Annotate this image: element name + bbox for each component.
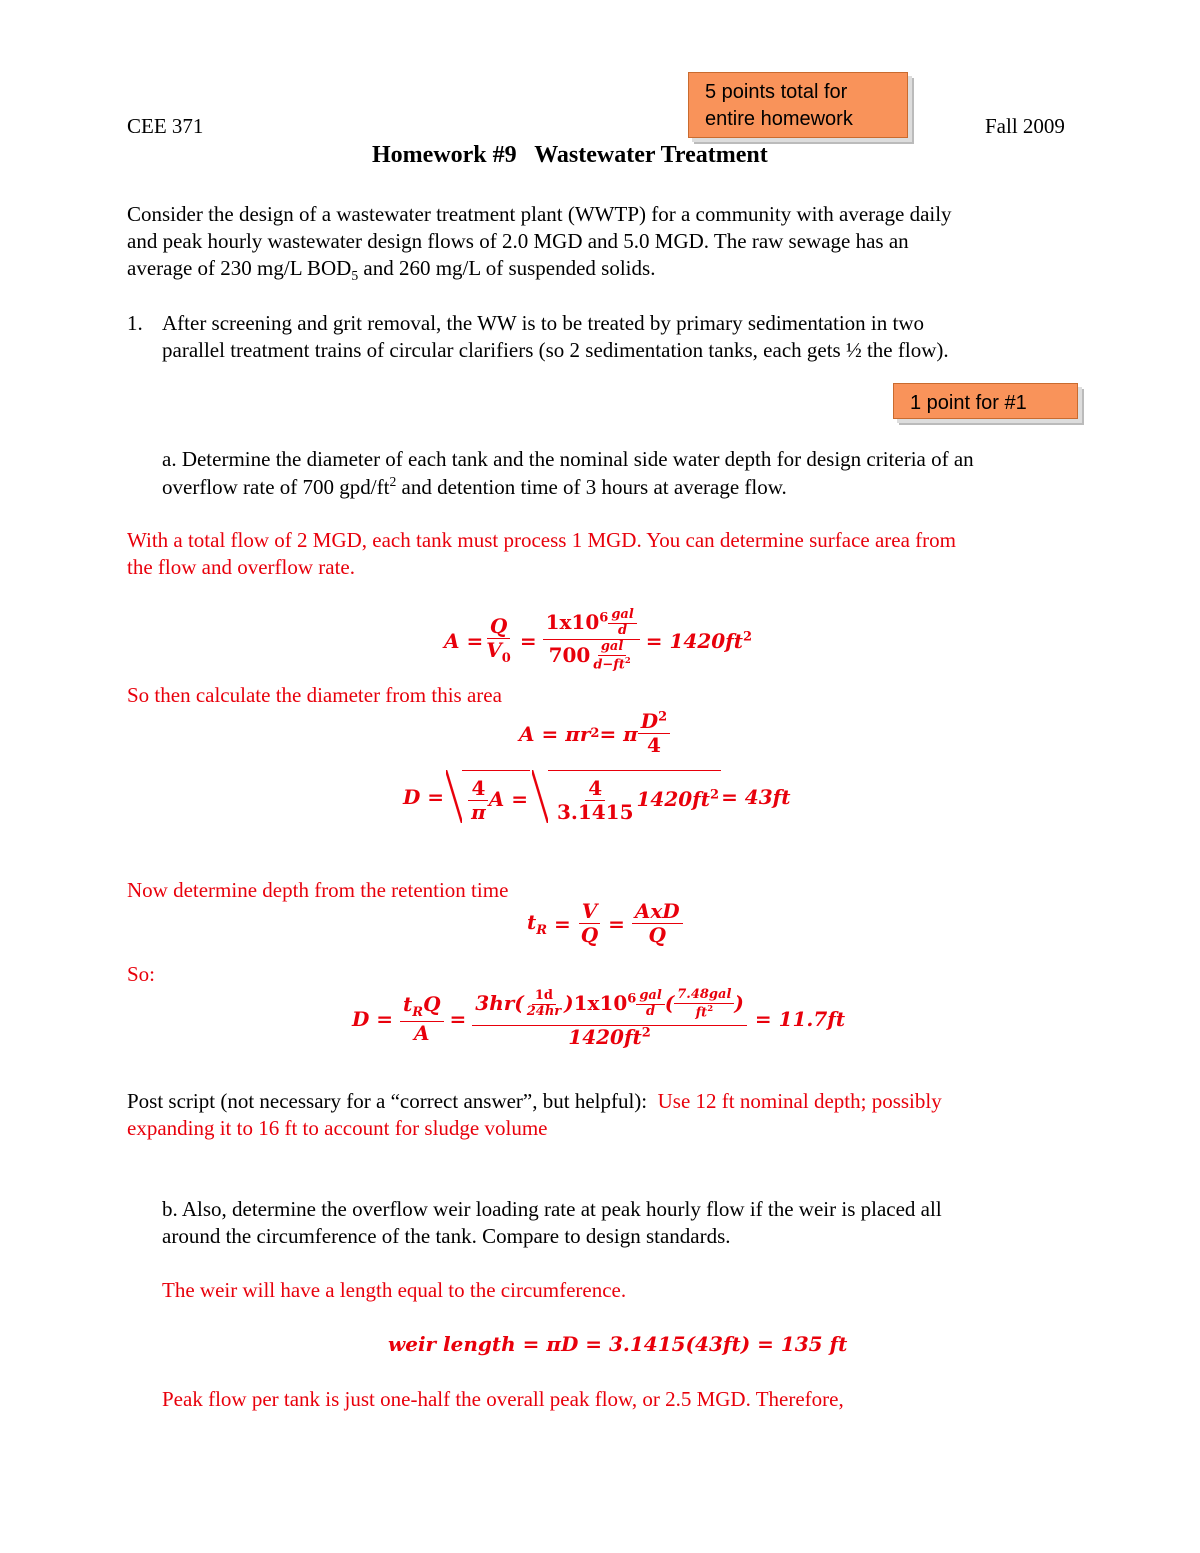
equation-circle-area: A = πr 2 = π $\frac{D^2}{4}$ [519, 710, 670, 757]
postscript-line: expanding it to 16 ft to account for sludge volume [127, 1116, 548, 1140]
answer-text: With a total flow of 2 MGD, each tank must process 1 MGD. You can determine surface area from [127, 528, 957, 552]
answer-text: the flow and overflow rate. [127, 555, 355, 579]
question-a-text: overflow rate of 700 gpd/$ft^2$ and detention time of 3 hours at average flow. [162, 474, 787, 499]
equation-area: A = $\frac{Q}{V_0}$ = $1x10^6$ $\frac{\text{gal}}{d}$ 700 $\frac{\text{gal}}{d-ft^2}$ = $1420ft^2$ [444, 607, 753, 673]
question-a-text: a. Determine the diameter of each tank and the nominal side water depth for design criteria of an [162, 447, 974, 471]
intro-line: and peak hourly wastewater design flows of 2.0 MGD and 5.0 MGD. The raw sewage has an [127, 229, 909, 253]
question-text: parallel treatment trains of circular clarifiers (so 2 sedimentation tanks, each gets ½ the flow). [162, 338, 949, 362]
answer-text: So then calculate the diameter from this area [127, 683, 502, 707]
page-title: Homework #9 Wastewater Treatment [372, 142, 768, 168]
postscript-line: Post script (not necessary for a “correct answer”, but helpful): Use 12 ft nominal depth; possibly [127, 1089, 942, 1113]
question-b-text: b. Also, determine the overflow weir loading rate at peak hourly flow if the weir is placed all [162, 1197, 942, 1221]
answer-text: Now determine depth from the retention time [127, 878, 509, 902]
equation-depth: D = $\frac{t_RQ}{A}$ = 3hr( $\frac{1d}{24hr}$ )$1x10^6$ $\frac{\text{gal}}{d}$ ( $\frac{\text{7.48gal}}{ft^2}$ ) $1420ft^2$ = 11.7ft [352, 987, 846, 1050]
intro-line: Consider the design of a wastewater treatment plant (WWTP) for a community with average daily [127, 202, 952, 226]
answer-text: Peak flow per tank is just one-half the overall peak flow, or 2.5 MGD. Therefore, [162, 1387, 844, 1411]
term: Fall 2009 [985, 114, 1065, 138]
callout-line: entire homework [705, 108, 853, 130]
intro-line: average of 230 mg/L $BOD_5$ and 260 mg/L of suspended solids. [127, 256, 656, 284]
question-b-text: around the circumference of the tank. Compare to design standards. [162, 1224, 731, 1248]
equation-weir-length: weir length = πD = 3.1415(43ft) = 135 ft [388, 1332, 848, 1356]
question-text: After screening and grit removal, the WW is to be treated by primary sedimentation in two [162, 311, 924, 335]
callout-line: 5 points total for [705, 81, 848, 103]
answer-text: The weir will have a length equal to the circumference. [162, 1278, 627, 1302]
answer-text: So: [127, 962, 156, 986]
q1-points-callout [893, 383, 1078, 419]
question-number: 1. [127, 311, 143, 335]
callout-line: 1 point for #1 [910, 392, 1027, 414]
total-points-callout [688, 72, 908, 138]
equation-diameter: D = $\frac{4}{\pi}$ A = $\frac{4}{3.1415}$ $1420ft^2$ = 43ft [403, 770, 790, 824]
course-code: CEE 371 [127, 114, 204, 138]
equation-retention-time: $t_R$ = $\frac{V}{Q}$ = $\frac{\text{AxD}}{Q}$ [527, 900, 683, 947]
